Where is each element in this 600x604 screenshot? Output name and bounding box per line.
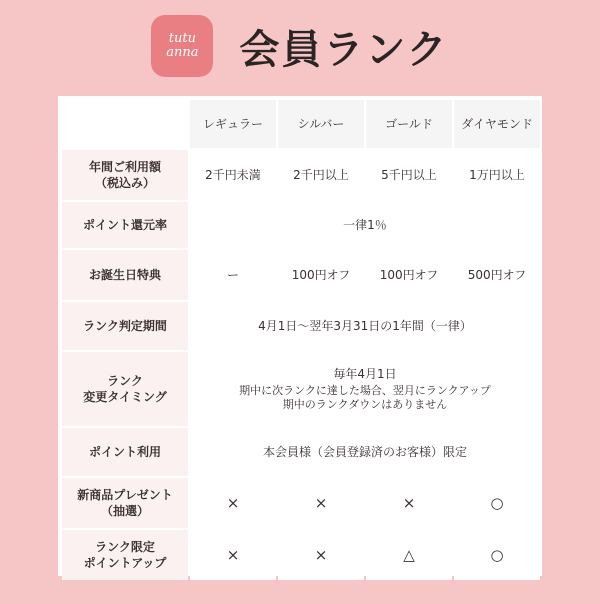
- row-label-present: 新商品プレゼント （抽選）: [62, 478, 188, 528]
- present-silver: ×: [278, 478, 364, 528]
- row-label-annual: 年間ご利用額 （税込み）: [62, 150, 188, 200]
- column-header-diamond: ダイヤモンド: [454, 100, 540, 148]
- annual-regular: 2千円未満: [190, 150, 276, 200]
- timing-line-1: 毎年4月1日: [333, 367, 397, 381]
- present-diamond: ○: [454, 478, 540, 528]
- pointup-regular: ×: [190, 530, 276, 580]
- timing-value: [190, 352, 540, 426]
- annual-silver: 2千円以上: [278, 150, 364, 200]
- annual-gold: 5千円以上: [366, 150, 452, 200]
- row-label-points-use: ポイント利用: [62, 428, 188, 476]
- column-header-gold: ゴールド: [366, 100, 452, 148]
- present-regular: ×: [190, 478, 276, 528]
- header: [0, 0, 600, 92]
- column-header-regular: レギュラー: [190, 100, 276, 148]
- logo-text-1: tutu: [168, 31, 196, 46]
- table-corner: [62, 100, 188, 148]
- period-value: 4月1日～翌年3月31日の1年間（一律）: [190, 302, 540, 350]
- present-gold: ×: [366, 478, 452, 528]
- row-label-birthday: お誕生日特典: [62, 250, 188, 300]
- timing-line-2: 期中に次ランクに達した場合、翌月にランクアップ: [239, 384, 491, 397]
- rank-table: [62, 100, 540, 580]
- pointup-silver: ×: [278, 530, 364, 580]
- birthday-diamond: 500円オフ: [454, 250, 540, 300]
- rank-table-card: [58, 96, 542, 576]
- row-label-pointup: ランク限定 ポイントアップ: [62, 530, 188, 580]
- annual-diamond: 1万円以上: [454, 150, 540, 200]
- brand-logo: [151, 15, 213, 77]
- birthday-silver: 100円オフ: [278, 250, 364, 300]
- birthday-regular: ー: [190, 250, 276, 300]
- row-label-timing: ランク 変更タイミング: [62, 352, 188, 426]
- page-title: 会員ランク: [239, 26, 449, 73]
- logo-text-2: anna: [166, 45, 199, 60]
- column-header-silver: シルバー: [278, 100, 364, 148]
- points-rate-value: 一律1％: [190, 202, 540, 248]
- timing-line-3: 期中のランクダウンはありません: [282, 398, 448, 411]
- points-use-value: 本会員様（会員登録済のお客様）限定: [190, 428, 540, 476]
- pointup-gold: △: [366, 530, 452, 580]
- pointup-diamond: ○: [454, 530, 540, 580]
- row-label-points-rate: ポイント還元率: [62, 202, 188, 248]
- birthday-gold: 100円オフ: [366, 250, 452, 300]
- row-label-period: ランク判定期間: [62, 302, 188, 350]
